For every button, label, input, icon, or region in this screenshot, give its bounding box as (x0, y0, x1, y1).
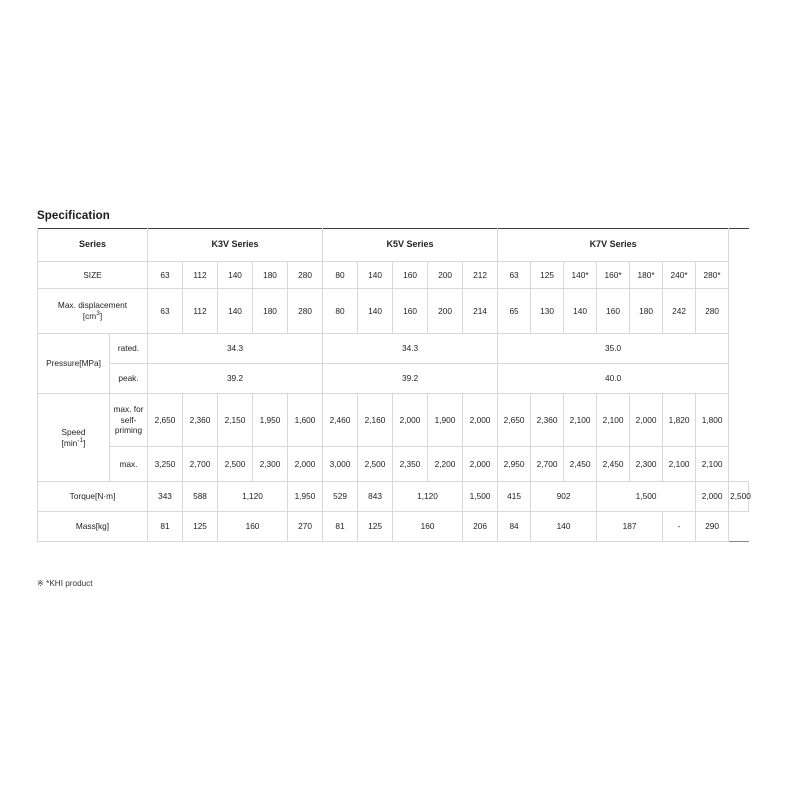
cell-mass-1: 125 (183, 512, 218, 542)
cell-speed-max-10: 2,950 (498, 447, 531, 482)
header-group-k3v: K3V Series (148, 229, 323, 262)
cell-size-2: 140 (218, 262, 253, 289)
cell-disp-2: 140 (218, 289, 253, 334)
cell-speed-max-6: 2,500 (358, 447, 393, 482)
cell-mass-5: 125 (358, 512, 393, 542)
cell-speed-self-2: 2,150 (218, 394, 253, 447)
cell-mass-8: 84 (498, 512, 531, 542)
cell-torque-10: 1,500 (597, 482, 696, 512)
specification-table (37, 228, 749, 542)
cell-size-12: 140* (564, 262, 597, 289)
cell-disp-7: 160 (393, 289, 428, 334)
cell-size-14: 180* (630, 262, 663, 289)
cell-speed-self-9: 2,000 (463, 394, 498, 447)
cell-speed-max-16: 2,100 (696, 447, 729, 482)
row-label-pressure-rated: rated. (110, 334, 148, 364)
cell-speed-self-6: 2,160 (358, 394, 393, 447)
row-label-speed-self: max. for self-priming (110, 394, 148, 447)
cell-disp-8: 200 (428, 289, 463, 334)
cell-disp-15: 242 (663, 289, 696, 334)
cell-torque-7: 1,500 (463, 482, 498, 512)
cell-speed-max-11: 2,700 (531, 447, 564, 482)
cell-speed-self-4: 1,600 (288, 394, 323, 447)
cell-speed-self-0: 2,650 (148, 394, 183, 447)
cell-speed-max-13: 2,450 (597, 447, 630, 482)
table-header-row (38, 229, 749, 262)
cell-torque-6: 1,120 (393, 482, 463, 512)
cell-speed-self-16: 1,800 (696, 394, 729, 447)
row-label-pressure: Pressure[MPa] (38, 334, 110, 394)
table-row-size (38, 262, 749, 289)
cell-size-10: 63 (498, 262, 531, 289)
cell-speed-max-1: 2,700 (183, 447, 218, 482)
cell-size-16: 280* (696, 262, 729, 289)
cell-disp-11: 130 (531, 289, 564, 334)
header-group-k5v: K5V Series (323, 229, 498, 262)
cell-speed-max-2: 2,500 (218, 447, 253, 482)
row-label-displacement-unit: $[cm^3]$ (82, 310, 103, 322)
row-label-speed-max: max. (110, 447, 148, 482)
cell-size-5: 80 (323, 262, 358, 289)
cell-torque-1: 588 (183, 482, 218, 512)
cell-disp-5: 80 (323, 289, 358, 334)
cell-mass-3: 270 (288, 512, 323, 542)
row-label-speed-unit: $[\min^{-1}]$ (61, 437, 86, 448)
row-label-mass: Mass[kg] (38, 512, 148, 542)
cell-disp-13: 160 (597, 289, 630, 334)
cell-size-15: 240* (663, 262, 696, 289)
cell-speed-self-8: 1,900 (428, 394, 463, 447)
cell-disp-9: 214 (463, 289, 498, 334)
cell-speed-max-0: 3,250 (148, 447, 183, 482)
cell-size-7: 160 (393, 262, 428, 289)
row-label-torque: Torque[N·m] (38, 482, 148, 512)
cell-speed-max-15: 2,100 (663, 447, 696, 482)
cell-disp-16: 280 (696, 289, 729, 334)
cell-torque-12: 2,500 (729, 482, 749, 512)
cell-speed-self-13: 2,100 (597, 394, 630, 447)
cell-speed-self-15: 1,820 (663, 394, 696, 447)
cell-speed-self-12: 2,100 (564, 394, 597, 447)
cell-size-9: 212 (463, 262, 498, 289)
cell-speed-self-11: 2,360 (531, 394, 564, 447)
cell-speed-self-5: 2,460 (323, 394, 358, 447)
cell-speed-max-3: 2,300 (253, 447, 288, 482)
row-label-speed (38, 394, 110, 482)
cell-pressure-rated-k7v: 35.0 (498, 334, 729, 364)
cell-speed-self-1: 2,360 (183, 394, 218, 447)
cell-speed-self-10: 2,650 (498, 394, 531, 447)
cell-mass-11: - (663, 512, 696, 542)
cell-size-0: 63 (148, 262, 183, 289)
cell-torque-3: 1,950 (288, 482, 323, 512)
cell-pressure-peak-k5v: 39.2 (323, 364, 498, 394)
row-label-displacement (38, 289, 148, 334)
cell-torque-11: 2,000 (696, 482, 729, 512)
cell-speed-self-3: 1,950 (253, 394, 288, 447)
table-row-pressure-peak (38, 364, 749, 394)
table-row-speed-max (38, 447, 749, 482)
row-label-speed-text: Speed (61, 426, 86, 437)
cell-mass-2: 160 (218, 512, 288, 542)
cell-pressure-peak-k3v: 39.2 (148, 364, 323, 394)
cell-torque-0: 343 (148, 482, 183, 512)
cell-mass-7: 206 (463, 512, 498, 542)
cell-torque-4: 529 (323, 482, 358, 512)
table-row-torque (38, 482, 749, 512)
cell-pressure-rated-k3v: 34.3 (148, 334, 323, 364)
cell-torque-5: 843 (358, 482, 393, 512)
cell-size-3: 180 (253, 262, 288, 289)
table-row-speed-self-priming (38, 394, 749, 447)
row-label-size: SIZE (38, 262, 148, 289)
cell-torque-8: 415 (498, 482, 531, 512)
cell-size-11: 125 (531, 262, 564, 289)
cell-speed-self-14: 2,000 (630, 394, 663, 447)
cell-size-4: 280 (288, 262, 323, 289)
cell-torque-9: 902 (531, 482, 597, 512)
cell-disp-0: 63 (148, 289, 183, 334)
table-row-displacement (38, 289, 749, 334)
specification-section (37, 210, 749, 542)
cell-mass-12: 290 (696, 512, 729, 542)
cell-pressure-peak-k7v: 40.0 (498, 364, 729, 394)
cell-size-1: 112 (183, 262, 218, 289)
cell-disp-1: 112 (183, 289, 218, 334)
cell-disp-3: 180 (253, 289, 288, 334)
cell-size-8: 200 (428, 262, 463, 289)
row-label-displacement-text: Max. displacement (57, 300, 128, 311)
cell-disp-10: 65 (498, 289, 531, 334)
cell-speed-max-12: 2,450 (564, 447, 597, 482)
cell-speed-max-9: 2,000 (463, 447, 498, 482)
cell-speed-max-4: 2,000 (288, 447, 323, 482)
cell-speed-max-14: 2,300 (630, 447, 663, 482)
cell-mass-10: 187 (597, 512, 663, 542)
cell-pressure-rated-k5v: 34.3 (323, 334, 498, 364)
cell-disp-14: 180 (630, 289, 663, 334)
footnote: ※ *KHI product (37, 579, 93, 588)
cell-speed-max-7: 2,350 (393, 447, 428, 482)
cell-mass-6: 160 (393, 512, 463, 542)
cell-mass-0: 81 (148, 512, 183, 542)
cell-mass-9: 140 (531, 512, 597, 542)
cell-size-13: 160* (597, 262, 630, 289)
section-title: Specification (37, 210, 110, 222)
cell-size-6: 140 (358, 262, 393, 289)
table-row-mass (38, 512, 749, 542)
header-series-label: Series (38, 229, 148, 262)
row-label-pressure-peak: peak. (110, 364, 148, 394)
cell-mass-4: 81 (323, 512, 358, 542)
cell-speed-max-8: 2,200 (428, 447, 463, 482)
cell-disp-6: 140 (358, 289, 393, 334)
cell-speed-self-7: 2,000 (393, 394, 428, 447)
cell-speed-max-5: 3,000 (323, 447, 358, 482)
header-group-k7v: K7V Series (498, 229, 729, 262)
cell-disp-4: 280 (288, 289, 323, 334)
cell-torque-2: 1,120 (218, 482, 288, 512)
cell-disp-12: 140 (564, 289, 597, 334)
table-row-pressure-rated (38, 334, 749, 364)
